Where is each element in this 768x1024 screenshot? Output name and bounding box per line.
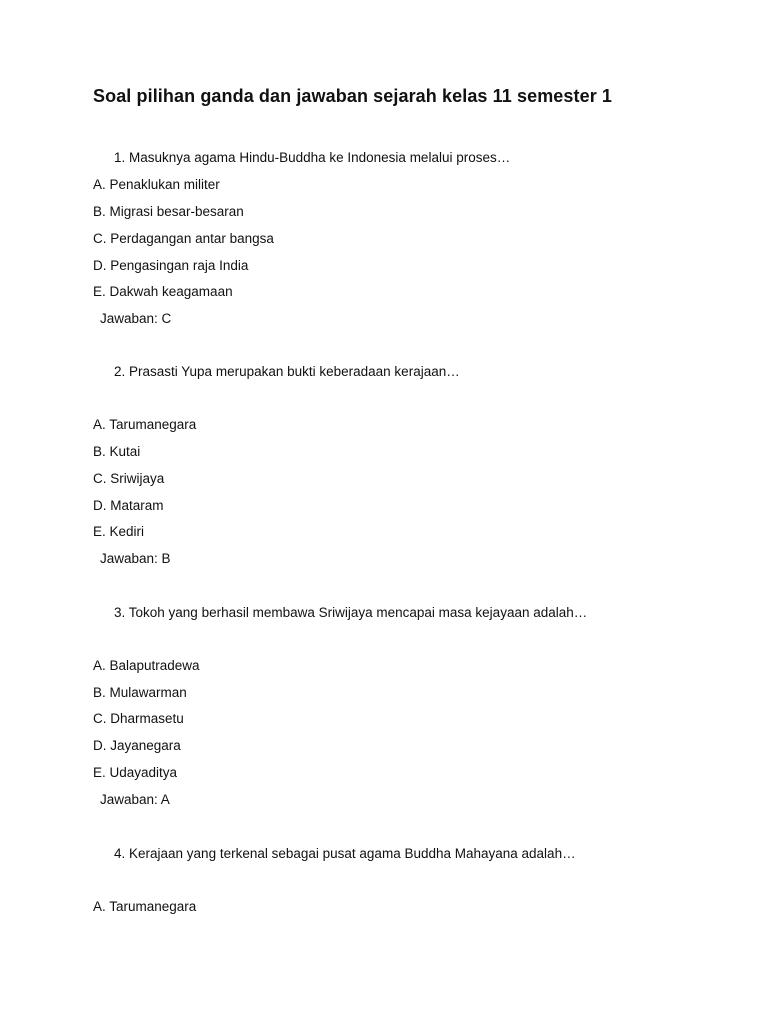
question-3-option-a: A. Balaputradewa [93,658,200,673]
question-2-option-b: B. Kutai [93,444,141,459]
question-4-option-a: A. Tarumanegara [93,899,197,914]
question-3-text: 3. Tokoh yang berhasil membawa Sriwijaya mencapai masa kejayaan adalah… [114,605,588,620]
question-1-option-b: B. Migrasi besar-besaran [93,204,244,219]
question-1-option-c: C. Perdagangan antar bangsa [93,231,274,246]
question-2-option-e: E. Kediri [93,524,145,539]
question-4-text: 4. Kerajaan yang terkenal sebagai pusat agama Buddha Mahayana adalah… [114,846,576,861]
question-1-text: 1. Masuknya agama Hindu-Buddha ke Indonesia melalui proses… [114,150,511,165]
question-3-option-b: B. Mulawarman [93,685,187,700]
question-3-option-c: C. Dharmasetu [93,711,184,726]
question-3-option-e: E. Udayaditya [93,765,178,780]
question-2-text: 2. Prasasti Yupa merupakan bukti keberadaan kerajaan… [114,364,460,379]
question-2-option-d: D. Mataram [93,498,164,513]
question-1-option-a: A. Penaklukan militer [93,177,220,192]
question-2-option-a: A. Tarumanegara [93,417,197,432]
question-2-answer: Jawaban: B [100,551,171,566]
question-1-option-e: E. Dakwah keagamaan [93,284,233,299]
question-3-option-d: D. Jayanegara [93,738,181,753]
document-title: Soal pilihan ganda dan jawaban sejarah kelas 11 semester 1 [93,86,613,106]
question-1-option-d: D. Pengasingan raja India [93,258,249,273]
question-1-answer: Jawaban: C [100,311,172,326]
question-2-option-c: C. Sriwijaya [93,471,165,486]
question-3-answer: Jawaban: A [100,792,170,807]
